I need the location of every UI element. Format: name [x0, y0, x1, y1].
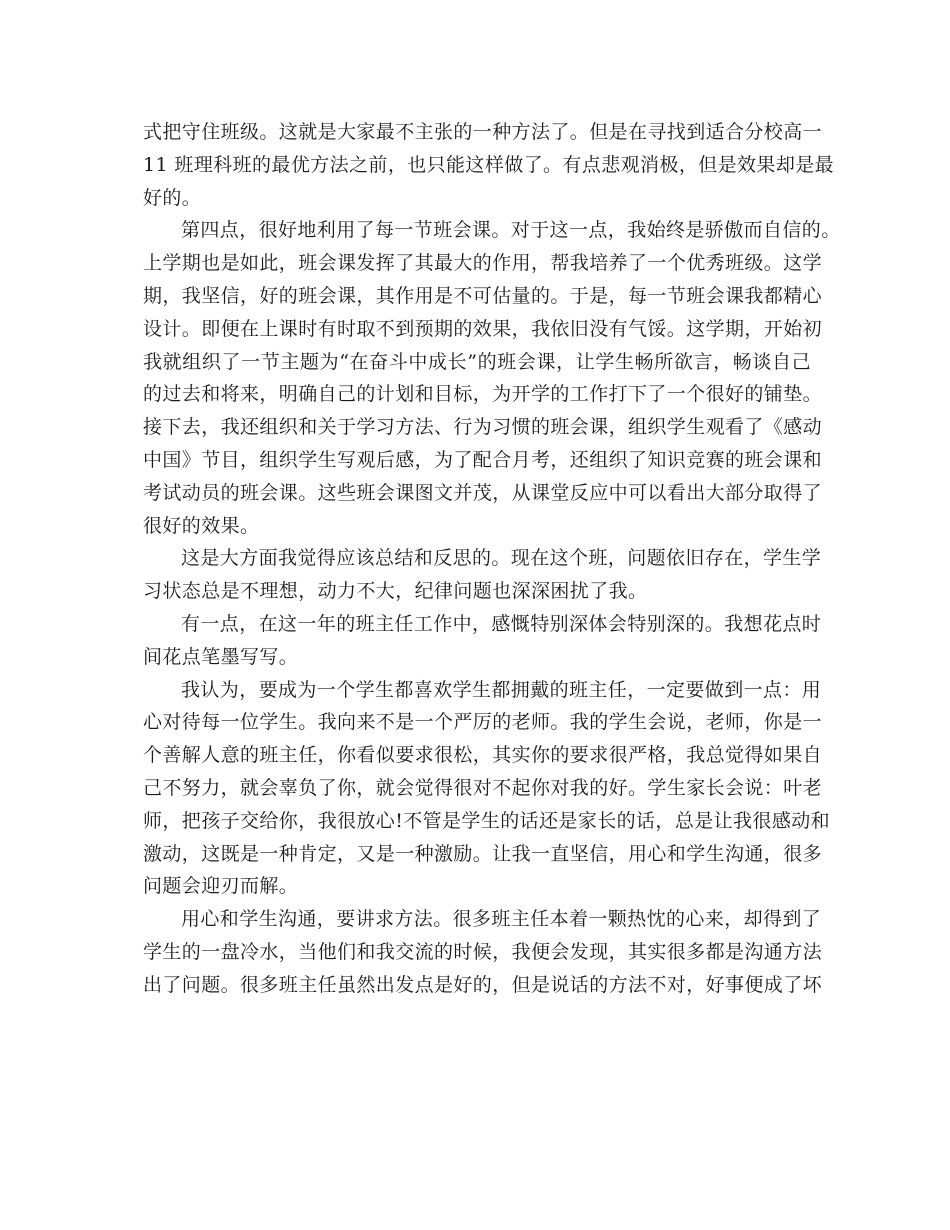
text-line: 师，把孩子交给你，我很放心!不管是学生的话还是家长的话，总是让我很感动和 — [143, 809, 831, 832]
text-line: 心对待每一位学生。我向来不是一个严厉的老师。我的学生会说，老师，你是一 — [143, 711, 823, 734]
paragraph-start-line: 我认为，要成为一个学生都喜欢学生都拥戴的班主任，一定要做到一点：用 — [181, 678, 822, 701]
text-line: 学生的一盘冷水，当他们和我交流的时候，我便会发现，其实很多都是沟通方法 — [143, 940, 823, 963]
text-line: 中国》节目，组织学生写观后感，为了配合月考，还组织了知识竞赛的班会课和 — [143, 448, 823, 471]
text-line: 11 班理科班的最优方法之前，也只能这样做了。有点悲观消极，但是效果却是最 — [143, 153, 835, 176]
text-line: 考试动员的班会课。这些班会课图文并茂，从课堂反应中可以看出大部分取得了 — [143, 481, 823, 504]
text-line: 的过去和将来，明确自己的计划和目标，为开学的工作打下了一个很好的铺垫。 — [143, 383, 823, 406]
text-line: 个善解人意的班主任，你看似要求很松，其实你的要求很严格，我总觉得如果自 — [143, 744, 823, 767]
paragraph-start-line: 有一点，在这一年的班主任工作中，感慨特别深体会特别深的。我想花点时 — [181, 612, 822, 635]
paragraph-start-line: 用心和学生沟通，要讲求方法。很多班主任本着一颗热忱的心来，却得到了 — [181, 908, 822, 931]
text-line: 出了问题。很多班主任虽然出发点是好的，但是说话的方法不对，好事便成了坏 — [143, 973, 823, 996]
text-line: 期，我坚信，好的班会课，其作用是不可估量的。于是，每一节班会课我都精心 — [143, 284, 823, 307]
text-line: 习状态总是不理想，动力不大，纪律问题也深深困扰了我。 — [143, 580, 648, 603]
text-line: 设计。即便在上课时有时取不到预期的效果，我依旧没有气馁。这学期，开始初 — [143, 317, 823, 340]
text-line: 式把守住班级。这就是大家最不主张的一种方法了。但是在寻找到适合分校高一 — [143, 121, 823, 143]
text-line: 好的。 — [143, 186, 202, 209]
text-line: 上学期也是如此，班会课发挥了其最大的作用，帮我培养了一个优秀班级。这学 — [143, 252, 823, 275]
text-line: 接下去，我还组织和关于学习方法、行为习惯的班会课，组织学生观看了《感动 — [143, 416, 823, 439]
text-line: 问题会迎刃而解。 — [143, 875, 299, 898]
paragraph-start-line: 这是大方面我觉得应该总结和反思的。现在这个班，问题依旧存在，学生学 — [181, 547, 822, 570]
paragraph-start-line: 第四点，很好地利用了每一节班会课。对于这一点，我始终是骄傲而自信的。 — [181, 219, 841, 242]
text-line: 间花点笔墨写写。 — [143, 645, 299, 668]
text-line: 己不努力，就会辜负了你，就会觉得很对不起你对我的好。学生家长会说：叶老 — [143, 776, 823, 799]
document-text — [143, 116, 841, 1002]
text-line: 激动，这既是一种肯定，又是一种激励。让我一直坚信，用心和学生沟通，很多 — [143, 842, 823, 865]
text-line: 很好的效果。 — [143, 514, 260, 537]
text-line: 我就组织了一节主题为“在奋斗中成长”的班会课，让学生畅所欲言，畅谈自己 — [143, 350, 811, 373]
